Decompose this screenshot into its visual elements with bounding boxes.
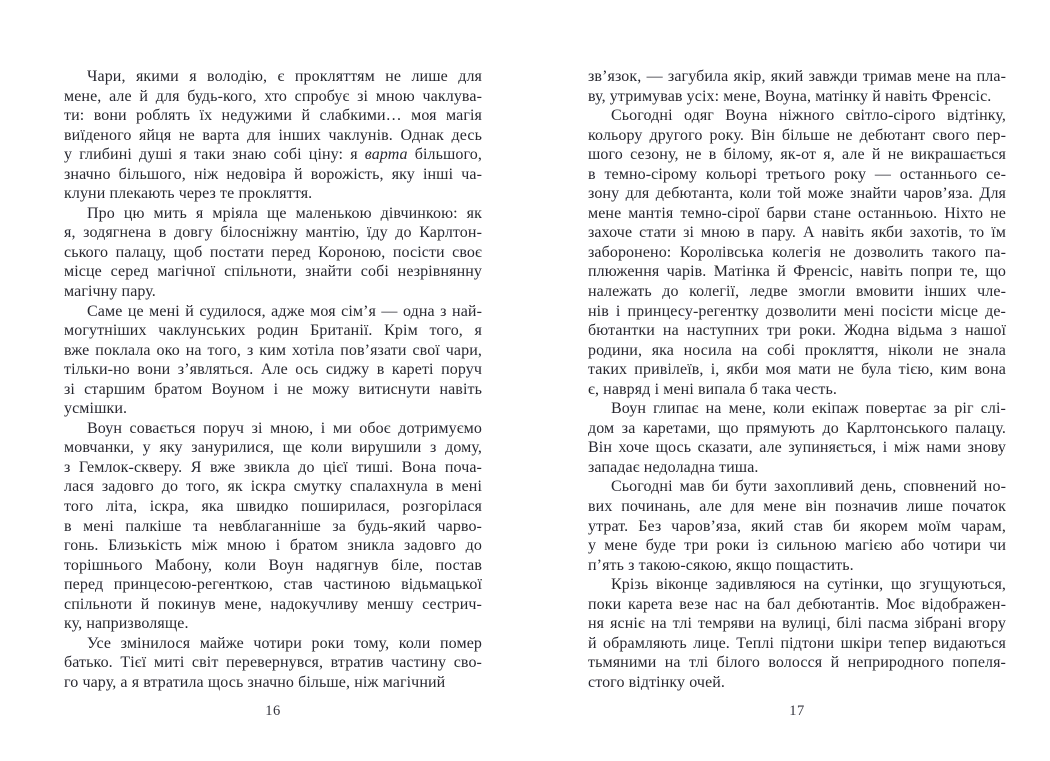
text-line: тьмяними на тлі білого волосся й неприродного попеля-	[588, 654, 1006, 672]
text-line: стого відтінку очей.	[588, 673, 726, 691]
text-line: Усе змінилося майже чотири роки тому, коли помер	[87, 634, 482, 652]
text-line: Про цю мить я мріяла ще маленькою дівчинкою: як	[87, 204, 482, 222]
text-line: заборонено: Королівська колегія не дозволить такого па-	[588, 243, 1006, 261]
text-line: є, навряд і мені випала б така честь.	[588, 380, 837, 398]
text-line: нів і принцесу-регентку дозволити мені посісти місце де-	[588, 302, 1006, 320]
page-text-left	[64, 67, 482, 693]
text-line: мене, але й для будь-кого, хто спробує зі мною чаклува-	[64, 87, 482, 105]
text-line: перед принцесою-регенткою, став частиною відьмацької	[64, 576, 482, 594]
page-number-right: 17	[789, 703, 805, 719]
book-page-right	[588, 67, 1006, 747]
text-line: тільки-но вони з’являться. Але ось сиджу в кареті поруч	[64, 361, 482, 379]
text-line: батько. Тієї миті світ перевернувся, втратив частину сво-	[64, 654, 482, 672]
text-line: мене мантія темно-сірої барви стане останньою. Ніхто не	[588, 204, 1006, 222]
text-line: го чару, а я втратила щось значно більше, ніж магічний	[64, 673, 446, 691]
text-line: й обрамляють лице. Теплі підтони шкіри тепер видаються	[588, 634, 1006, 652]
text-line: ти: вони роблять їх недужими й слабкими… моя магія	[64, 107, 482, 125]
text-line: ву, утримував усіх: мене, Воуна, матінку й навіть Френсіс.	[588, 87, 992, 105]
text-line: спільноти й покинув мене, надокучливу меншу сестрич-	[64, 595, 482, 613]
text-line: ку, напризволяще.	[64, 615, 189, 633]
text-line: бютантки на наступних три роки. Жодна відьма з нашої	[588, 322, 1006, 340]
text-line: гонь. Близькість між мною і братом зникла задовго до	[64, 537, 482, 555]
text-line: кольору другого року. Він більше не дебютант свого пер-	[588, 126, 1006, 144]
text-line: значно більшого, ніж недовіра й ворожість, яку інші ча-	[64, 165, 482, 183]
text-line: місце серед магічної спільноти, знайти собі незрівнянну	[64, 263, 482, 281]
page-number-left: 16	[265, 703, 281, 719]
text-line: вих починань, але для мене він позначив лише початок	[588, 498, 1006, 516]
text-line: ського палацу, щоб постати перед Короною, посісти своє	[64, 243, 482, 261]
text-line: Сьогодні одяг Воуна ніжного світло-сірого відтінку,	[611, 107, 1006, 125]
text-line: лася задовго до того, як іскра смутку спалахнула в мені	[64, 478, 482, 496]
text-line: я, зодягнена в довгу білосніжну мантію, їду до Карлтон-	[64, 224, 482, 242]
text-line: Чари, якими я володію, є прокляттям не лише для	[87, 68, 482, 85]
text-line: вже поклала око на того, з ким хотіла пов’язати свої чари,	[64, 341, 482, 359]
text-line: Воун совається поруч зі мною, і ми обоє дотримуємо	[87, 419, 482, 437]
text-line: Сьогодні мав би бути захопливий день, сповнений но-	[611, 478, 1006, 496]
text-line: Воун глипає на мене, коли екіпаж повертає за ріг слі-	[611, 400, 1006, 418]
book-page-left	[64, 67, 482, 747]
text-line: належать до колегії, ледве змогли вмовити інших чле-	[588, 283, 1006, 301]
text-line: дом за каретами, що прямують до Карлтонського палацу.	[588, 419, 1006, 437]
text-line: зв’язок, — загубила якір, який завжди тримав мене на пла-	[588, 68, 1006, 85]
text-line: таких привілеїв, і, якби моя мати не була тією, ким вона	[588, 361, 1006, 379]
page-text-right	[588, 67, 1006, 693]
text-line: виїденого яйця не варта для інших чаклунів. Однак десь	[64, 126, 482, 144]
text-line: Саме це мені й судилося, адже моя сім’я — одна з най-	[87, 302, 482, 320]
text-line: западає недоладна тиша.	[588, 458, 759, 476]
text-line: захоче стати зі мною в пару. А навіть якби захотів, то їм	[588, 224, 1006, 242]
text-line: Крізь віконце задивляюся на сутінки, що згущуються,	[611, 576, 1006, 594]
text-line: клуни плекають через те прокляття.	[64, 185, 313, 203]
text-line: Він хоче щось сказати, але зупиняється, і між нами знову	[588, 439, 1006, 457]
text-line: мовчанки, у яку занурилися, ще коли вирушили з дому,	[64, 439, 482, 457]
text-line: поки карета везе нас на бал дебютантів. Моє відображен-	[588, 595, 1006, 613]
text-line: в мені палкіше та невблаганніше за будь-який чарво-	[64, 517, 482, 535]
text-line: у мене буде три роки із сильною магією або чотири чи	[588, 537, 1006, 555]
text-line: плюження чарів. Матінка й Френсіс, навіть попри те, що	[588, 263, 1006, 281]
text-line: шого сезону, не в білому, як-от я, але й не викрашається	[588, 146, 1006, 164]
text-line: родини, яка носила на собі прокляття, ніколи не знала	[588, 341, 1006, 359]
text-line: в темно-сірому кольорі третього року — останнього се-	[588, 165, 1006, 183]
text-line: утрат. Без чаров’яза, який став би якорем моїм чарам,	[588, 517, 1006, 535]
text-line: усмішки.	[64, 400, 128, 418]
text-line: п’ять з такою-сякою, якщо пощастить.	[588, 556, 854, 574]
text-line: торішнього Мабону, коли Воун надягнув біле, постав	[64, 556, 482, 574]
text-line: могутніших чаклунських родин Британії. Крім того, я	[64, 322, 482, 340]
text-line: зі старшим братом Воуном і не можу витиснути навіть	[64, 380, 482, 398]
text-line: зону для дебютанта, коли той може знайти чаров’яза. Для	[588, 185, 1006, 203]
text-line: з Гемлок-скверу. Я вже звикла до цієї тиші. Вона поча-	[64, 458, 482, 476]
text-line: магічну пару.	[64, 283, 156, 301]
text-line: у глибині душі я таки знаю собі ціну: я варта більшого,	[64, 146, 482, 164]
text-line: ня ясніє на тлі темряви на вулиці, білі пасма зібрані вгору	[588, 615, 1006, 633]
text-line: того літа, іскра, яка швидко поширилася, розгорілася	[64, 498, 482, 516]
